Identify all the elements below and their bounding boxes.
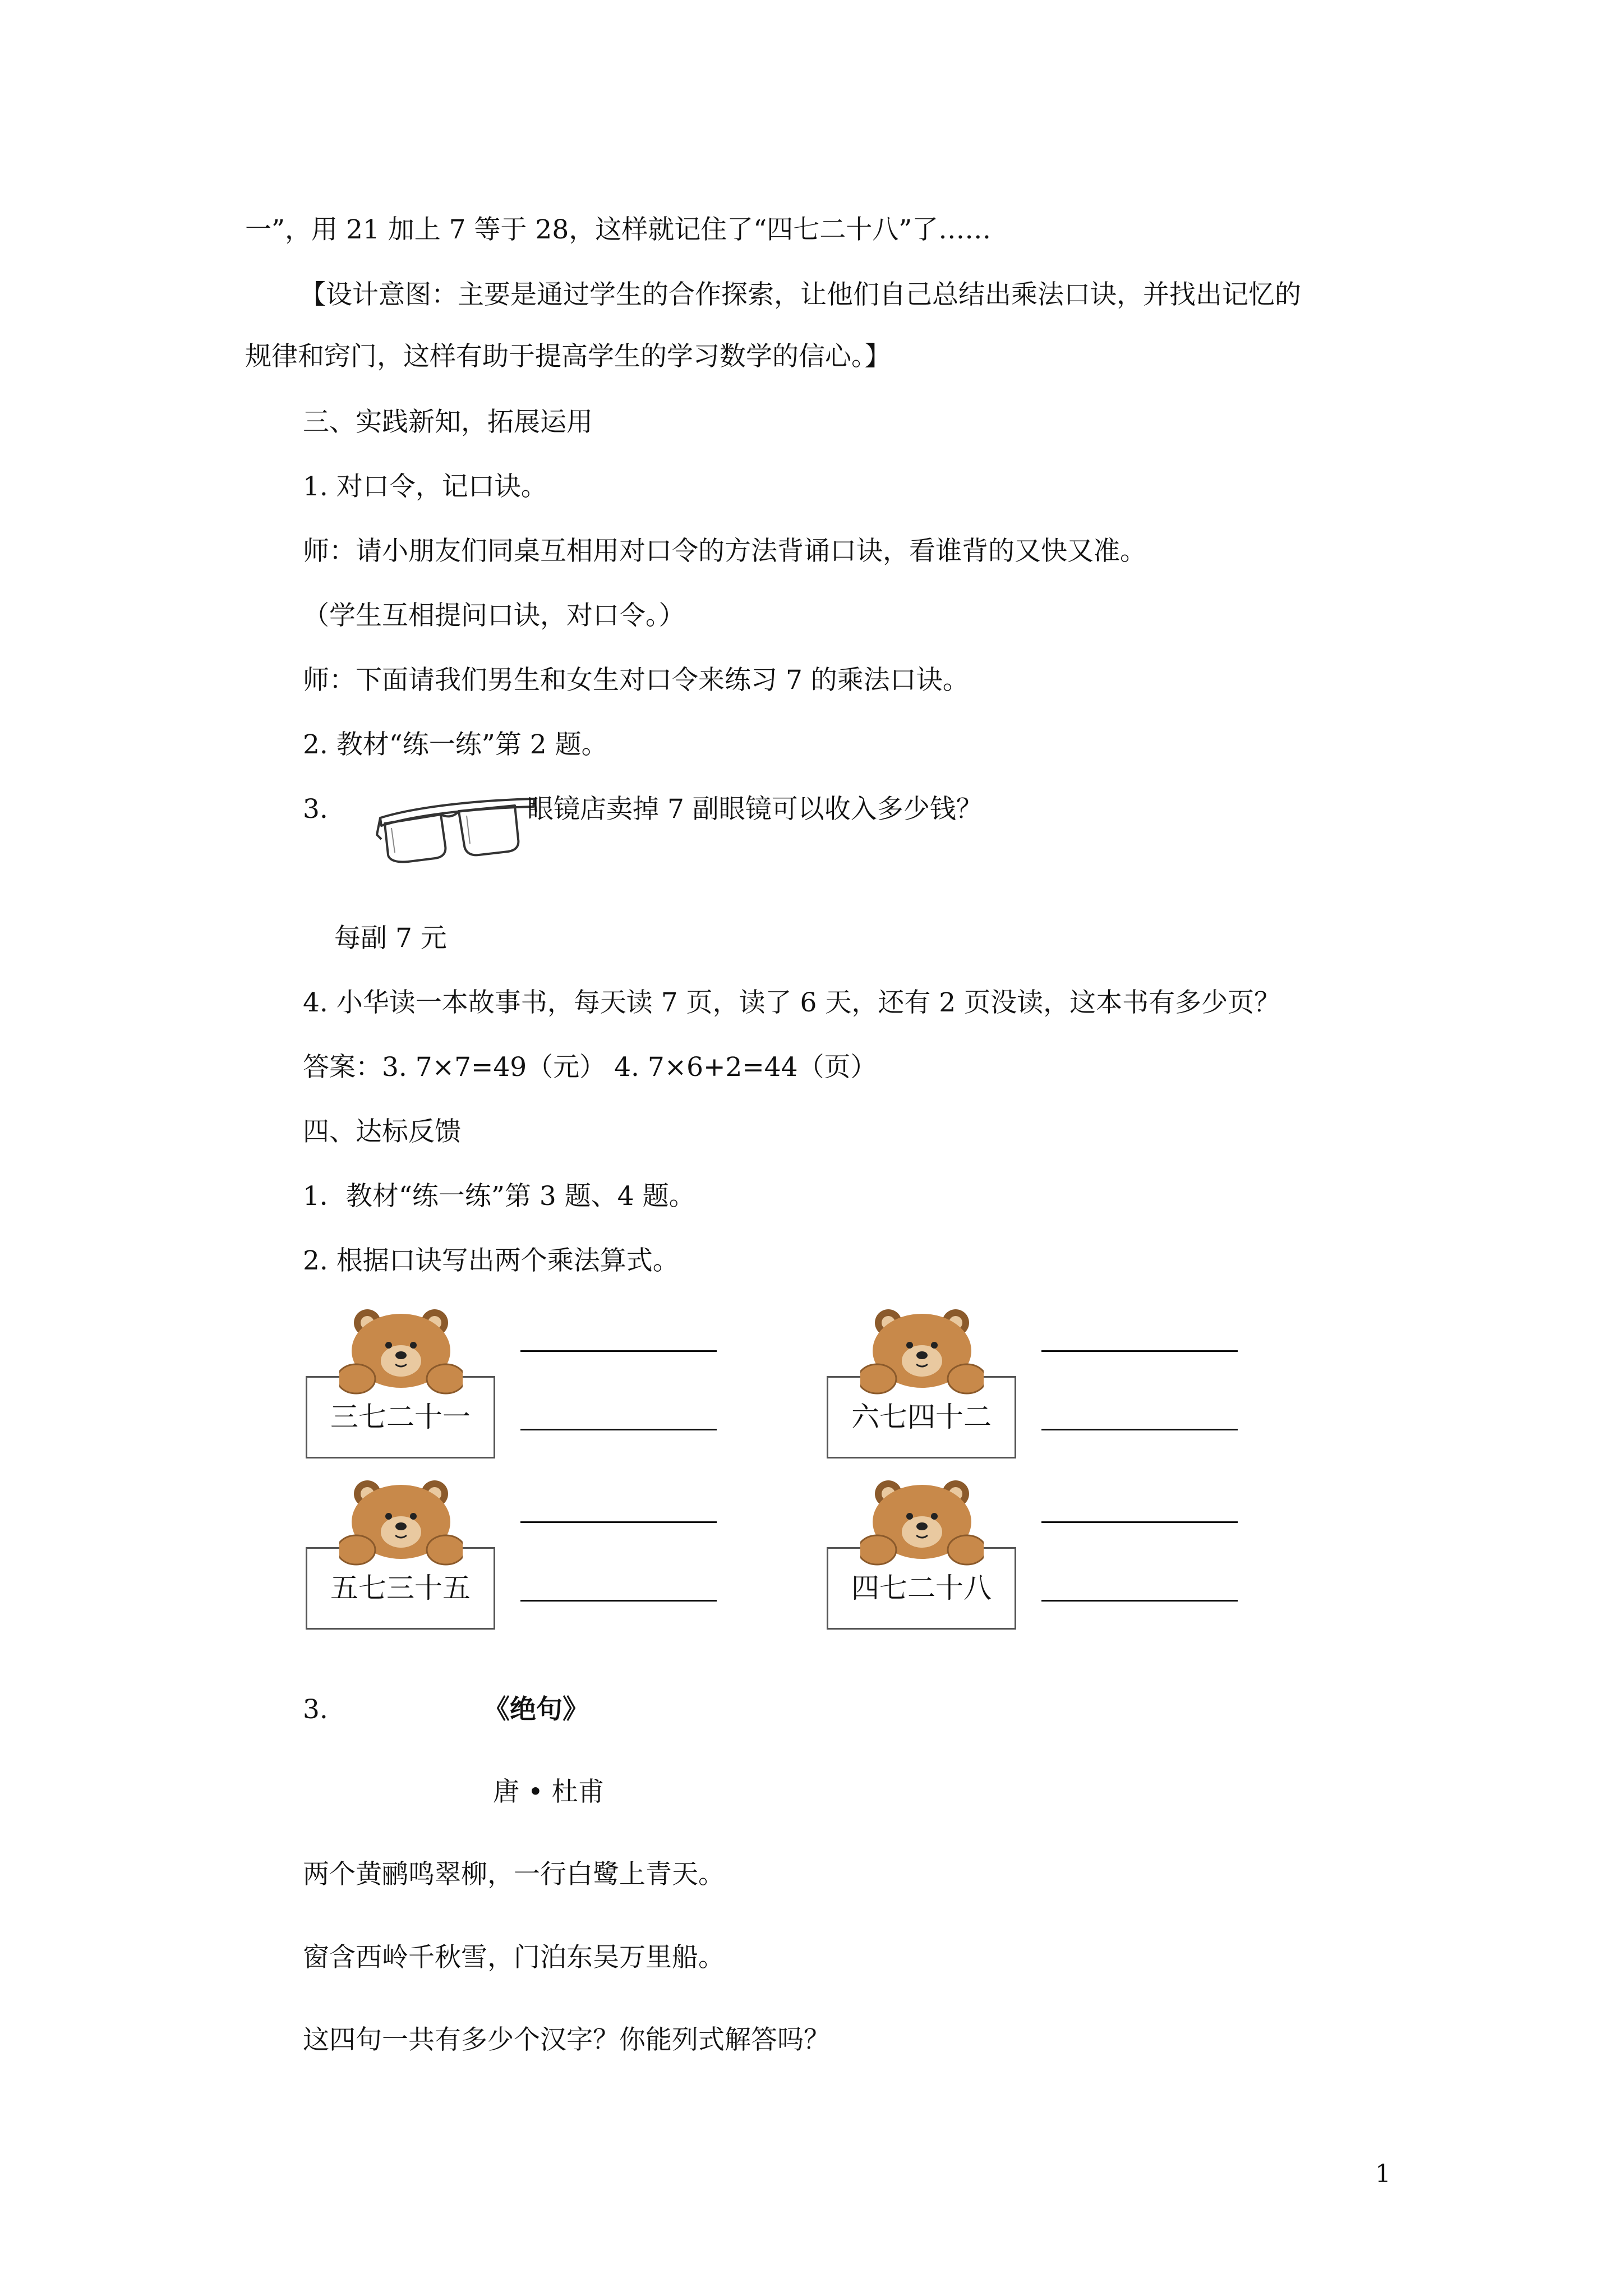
section3-item1: 1. 对口令，记口诀。 [303, 471, 547, 502]
design-intent-line1: 【设计意图：主要是通过学生的合作探索，让他们自己总结出乘法口诀，并找出记忆的 [299, 279, 1301, 310]
page-number: 1 [1375, 2160, 1391, 2188]
poem-line1: 两个黄鹂鸣翠柳，一行白鹭上青天。 [303, 1859, 725, 1890]
answer-line: 答案：3. 7×7=49（元） 4. 7×6+2=44（页） [303, 1052, 877, 1083]
bear-card [306, 1477, 810, 1645]
section3-item3-text: 眼镜店卖掉 7 副眼镜可以收入多少钱？ [527, 794, 983, 825]
section4-item1: 1．教材“练一练”第 3 题、4 题。 [303, 1181, 695, 1212]
answer-blank[interactable] [1041, 1429, 1238, 1430]
answer-blank[interactable] [520, 1521, 717, 1523]
section3-item3-num: 3. [303, 794, 328, 825]
glasses-icon [375, 783, 537, 867]
answer-blank[interactable] [1041, 1521, 1238, 1523]
bear-label: 六七四十二 [851, 1401, 992, 1433]
price-label: 每副 7 元 [334, 923, 447, 954]
bear-card [827, 1306, 1331, 1474]
section4-item2: 2. 根据口诀写出两个乘法算式。 [303, 1245, 679, 1276]
answer-blank[interactable] [520, 1429, 717, 1430]
bear-label: 五七三十五 [330, 1572, 471, 1604]
intro-line: 一”，用 21 加上 7 等于 28，这样就记住了“四七二十八”了…… [245, 214, 992, 245]
bear-icon [339, 1477, 463, 1567]
bear-icon [339, 1306, 463, 1396]
bear-label: 四七二十八 [851, 1572, 992, 1604]
answer-blank[interactable] [520, 1600, 717, 1602]
student-note: （学生互相提问口诀，对口令。） [303, 600, 685, 631]
section3-heading: 三、实践新知，拓展运用 [303, 407, 593, 438]
bear-card [827, 1477, 1331, 1645]
bear-card [306, 1306, 810, 1474]
design-intent-line2: 规律和窍门，这样有助于提高学生的学习数学的信心。】 [245, 341, 891, 372]
section4-item3-num: 3. [303, 1694, 328, 1725]
teacher-line2: 师：下面请我们男生和女生对口令来练习 7 的乘法口诀。 [303, 665, 969, 696]
bear-icon [860, 1477, 984, 1567]
poem-line2: 窗含西岭千秋雪，门泊东吴万里船。 [303, 1942, 725, 1973]
answer-blank[interactable] [1041, 1600, 1238, 1602]
answer-blank[interactable] [520, 1350, 717, 1352]
section4-heading: 四、达标反馈 [303, 1116, 461, 1147]
teacher-line1: 师：请小朋友们同桌互相用对口令的方法背诵口诀，看谁背的又快又准。 [303, 536, 1146, 567]
poem-author: 唐 • 杜甫 [493, 1777, 605, 1807]
section3-item4: 4. 小华读一本故事书，每天读 7 页，读了 6 天，还有 2 页没读，这本书有多少页？ [303, 987, 1281, 1018]
bear-label: 三七二十一 [330, 1401, 471, 1433]
answer-blank[interactable] [1041, 1350, 1238, 1352]
poem-title: 《绝句》 [483, 1694, 589, 1725]
poem-question: 这四句一共有多少个汉字？你能列式解答吗？ [303, 2024, 830, 2055]
bear-icon [860, 1306, 984, 1396]
section3-item2: 2. 教材“练一练”第 2 题。 [303, 729, 608, 760]
